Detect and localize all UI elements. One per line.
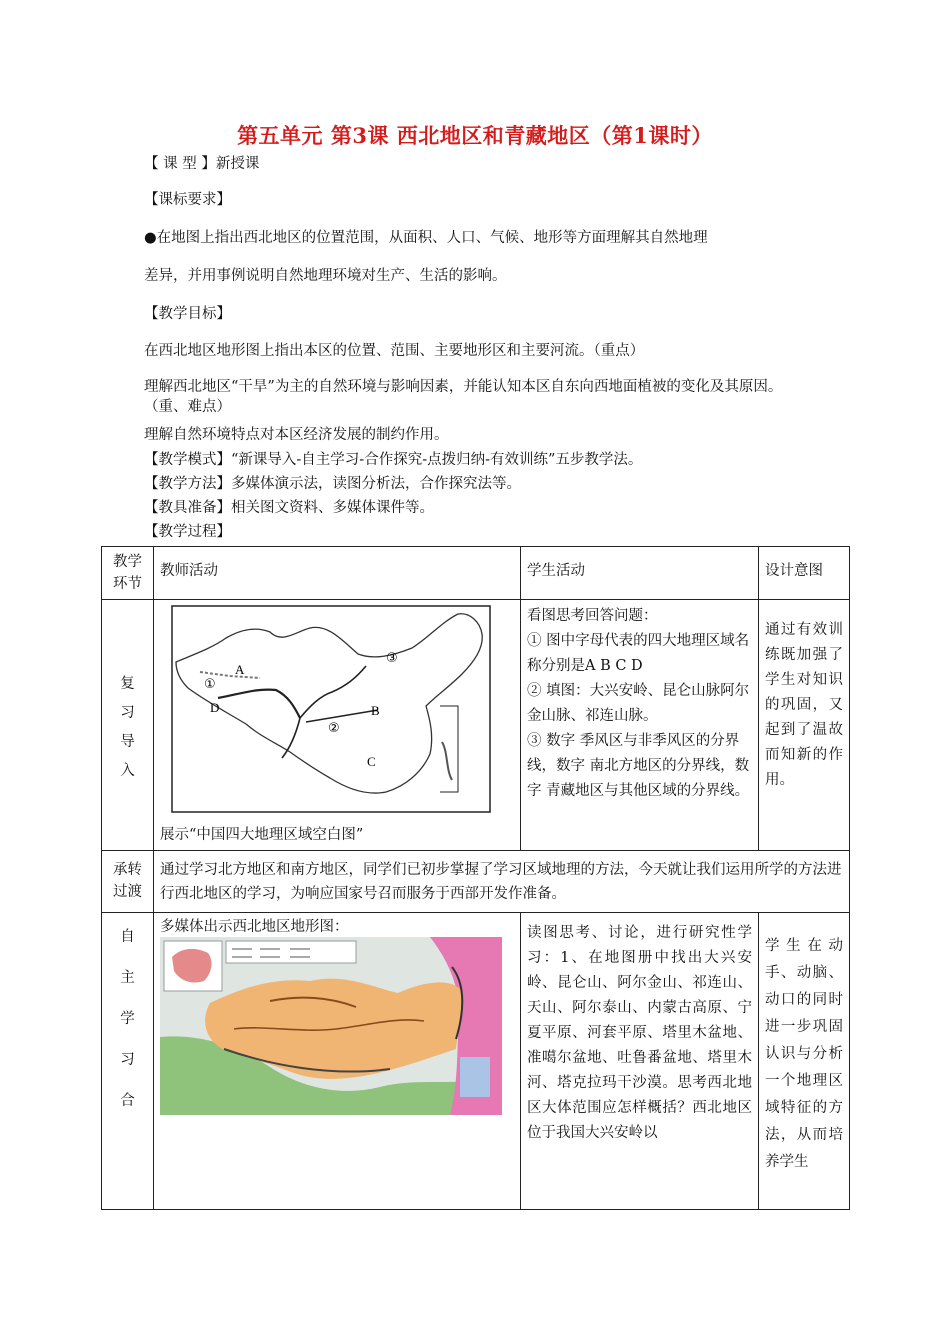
lesson-process-table <box>101 546 850 1210</box>
stage-self-study: 自 主 学 习 合 <box>102 913 154 1210</box>
header-intent: 设计意图 <box>759 547 850 600</box>
map-number-3: ③ <box>386 651 398 666</box>
mode-value: “新课导入-自主学习-合作探究-点拨归纳-有效训练”五步教学法。 <box>231 452 643 468</box>
intent-self-study: 学生在动手、动脑、动口的同时进一步巩固认识与分析一个地理区域特征的方法，从而培养学生 <box>759 913 850 1210</box>
table-row <box>102 851 850 913</box>
map-number-2: ② <box>328 721 340 736</box>
header-teacher: 教师活动 <box>154 547 521 600</box>
student-self-study: 读图思考、讨论，进行研究性学习：1、在地图册中找出大兴安岭、昆仑山、阿尔金山、祁连山、天山、阿尔泰山、内蒙古高原、宁夏平原、河套平原、塔里木盆地、准噶尔盆地、吐鲁番盆地、塔里木河、塔克拉玛干沙漠。思考西北地区大体范围应怎样概括？西北地区位于我国大兴安岭以 <box>521 913 759 1210</box>
transition-text: 通过学习北方地区和南方地区，同学们已初步掌握了学习区域地理的方法，今天就让我们运用所学的方法进行西北地区的学习，为响应国家号召而服务于西部开发作准备。 <box>154 851 850 913</box>
course-type-line <box>144 154 259 174</box>
map-letter-b: B <box>371 703 380 718</box>
course-type-value: 新授课 <box>215 156 260 172</box>
map-letter-a: A <box>235 662 245 677</box>
process-label: 【教学过程】 <box>144 524 231 540</box>
tools-label: 【教具准备】 <box>144 500 231 516</box>
teacher-review <box>154 600 521 851</box>
method-line <box>144 474 521 494</box>
method-value: 多媒体演示法，读图分析法，合作探究法等。 <box>231 476 521 492</box>
northwest-terrain-map <box>160 937 502 1115</box>
page-title: 第五单元 第3课 西北地区和青藏地区（第1课时） <box>237 123 713 148</box>
course-type-label: 【 课 型 】 <box>144 156 216 172</box>
map-number-1: ① <box>204 677 216 692</box>
terrain-map-caption: 多媒体出示西北地区地形图： <box>160 919 349 935</box>
map-letter-c: C <box>367 754 376 769</box>
standard-line-2: 差异，并用事例说明自然地理环境对生产、生活的影响。 <box>144 268 507 284</box>
mode-label: 【教学模式】 <box>144 452 231 468</box>
map-caption: 展示“中国四大地理区域空白图” <box>160 827 364 843</box>
header-student: 学生活动 <box>521 547 759 600</box>
stage-review: 复 习 导 入 <box>102 600 154 851</box>
table-row <box>102 600 850 851</box>
map-letter-d: D <box>210 700 220 715</box>
china-regions-map <box>160 602 502 817</box>
table-row <box>102 913 850 1210</box>
header-stage: 教学环节 <box>102 547 154 600</box>
goal-1: 在西北地区地形图上指出本区的位置、范围、主要地形区和主要河流。（重点） <box>144 343 645 359</box>
standard-line-1: ●在地图上指出西北地区的位置范围，从面积、人口、气候、地形等方面理解其自然地理 <box>144 230 708 246</box>
goal-2: 理解西北地区“干旱”为主的自然环境与影响因素，并能认知本区自东向西地面植被的变化及其原因。（重、难点） <box>144 379 783 415</box>
student-review: 看图思考回答问题： ① 图中字母代表的四大地理区域名称分别是A B C D ② 填图：大兴安岭、昆仑山脉阿尔金山脉、祁连山脉。 ③ 数字 季风区与非季风区的分界线，数字 南北方地区的分界线，数字 青藏地区与其他区域的分界线。 <box>521 600 759 851</box>
intent-review: 通过有效训练既加强了学生对知识的巩固，又起到了温故而知新的作用。 <box>759 600 850 851</box>
mode-line <box>144 450 642 470</box>
standard-label: 【课标要求】 <box>144 192 231 208</box>
tools-value: 相关图文资料、多媒体课件等。 <box>231 500 434 516</box>
goal-3: 理解自然环境特点对本区经济发展的制约作用。 <box>144 427 449 443</box>
teacher-self-study <box>154 913 521 1210</box>
method-label: 【教学方法】 <box>144 476 231 492</box>
stage-transition: 承转 过渡 <box>102 851 154 913</box>
table-header-row <box>102 547 850 600</box>
tools-line <box>144 498 434 518</box>
goals-label: 【教学目标】 <box>144 306 231 322</box>
